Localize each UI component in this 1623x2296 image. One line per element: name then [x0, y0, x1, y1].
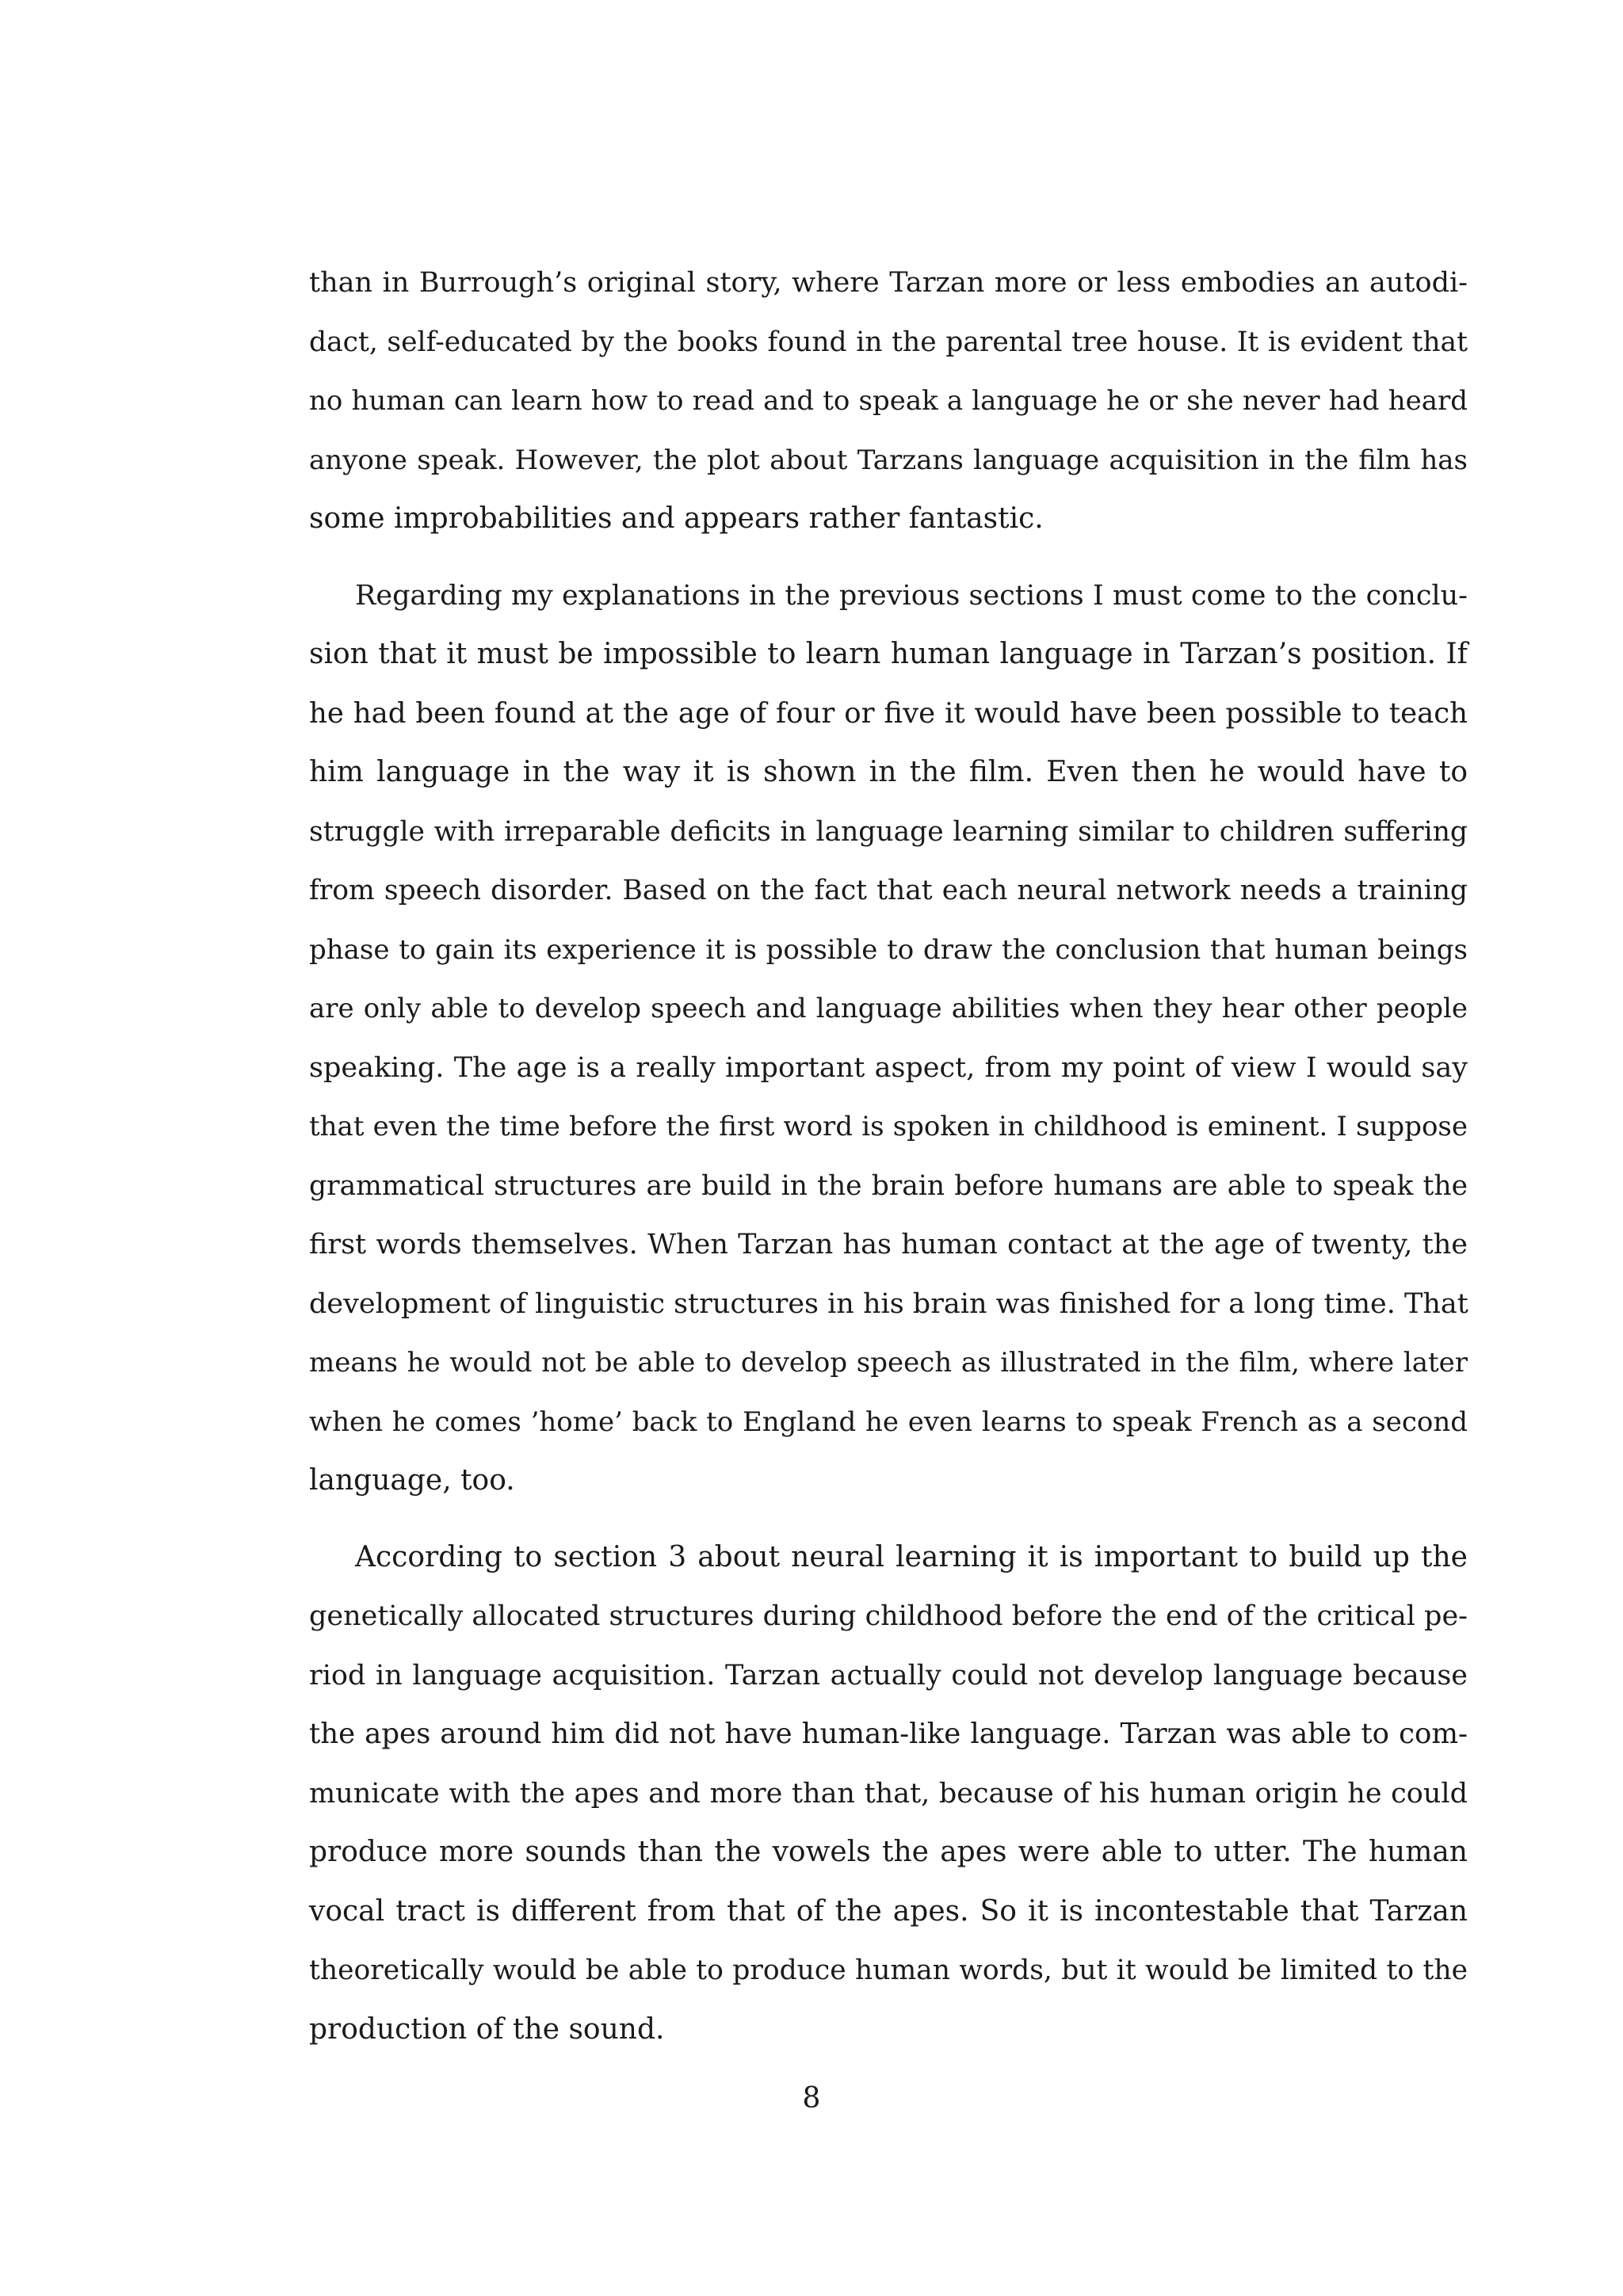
text-line: produce more sounds than the vowels the apes were able to utter. The human [309, 1836, 1468, 1868]
text-line: means he would not be able to develop speech as illustrated in the film, where later [309, 1347, 1468, 1379]
text-line: first words themselves. When Tarzan has human contact at the age of twenty, the [309, 1229, 1468, 1261]
text-line: than in Burrough’s original story, where Tarzan more or less embodies an autodi- [309, 267, 1468, 299]
paragraph-gap [309, 1511, 1468, 1528]
text-line: Regarding my explanations in the previous sections I must come to the conclu- [355, 579, 1468, 612]
text-line: the apes around him did not have human-like language. Tarzan was able to com- [309, 1718, 1468, 1750]
text-line: he had been found at the age of four or five it would have been possible to teach [309, 696, 1468, 730]
text-line: some improbabilities and appears rather fantastic. [309, 502, 1044, 535]
paragraph [309, 254, 1468, 549]
text-line: theoretically would be able to produce human words, but it would be limited to the [309, 1955, 1468, 1986]
text-line: sion that it must be impossible to learn human language in Tarzan’s position. If [309, 638, 1468, 670]
paragraph-gap [309, 549, 1468, 566]
text-line: grammatical structures are build in the brain before humans are able to speak the [309, 1169, 1468, 1202]
text-line: anyone speak. However, the plot about Tarzans language acquisition in the film has [309, 444, 1468, 476]
paragraph [309, 1528, 1468, 2060]
text-line: from speech disorder. Based on the fact that each neural network needs a training [309, 875, 1468, 906]
text-line: development of linguistic structures in his brain was finished for a long time. That [309, 1287, 1468, 1320]
text-line: According to section 3 about neural learning it is important to build up the [355, 1540, 1468, 1573]
text-line: dact, self-educated by the books found in the parental tree house. It is evident that [309, 326, 1468, 358]
text-line: genetically allocated structures during childhood before the end of the critical pe- [309, 1600, 1468, 1632]
text-line: language, too. [309, 1464, 515, 1497]
page-number: 8 [802, 2082, 821, 2115]
text-line: are only able to develop speech and language abilities when they hear other people [309, 993, 1468, 1024]
text-line: riod in language acquisition. Tarzan actually could not develop language because [309, 1659, 1468, 1691]
text-line: him language in the way it is shown in the film. Even then he would have to [309, 756, 1468, 788]
text-line: phase to gain its experience it is possible to draw the conclusion that human beings [309, 933, 1468, 966]
paragraph [309, 566, 1468, 1511]
text-line: no human can learn how to read and to speak a language he or she never had heard [309, 385, 1468, 417]
text-line: production of the sound. [309, 2012, 665, 2046]
body-text [309, 254, 1468, 2059]
text-line: speaking. The age is a really important aspect, from my point of view I would say [309, 1051, 1468, 1084]
text-line: when he comes ’home’ back to England he even learns to speak French as a second [309, 1405, 1468, 1438]
text-line: municate with the apes and more than that, because of his human origin he could [309, 1777, 1468, 1810]
text-line: struggle with irreparable deficits in language learning similar to children suffering [309, 815, 1468, 848]
text-line: vocal tract is different from that of the apes. So it is incontestable that Tarzan [309, 1894, 1468, 1928]
text-line: that even the time before the first word is spoken in childhood is eminent. I suppose [309, 1111, 1468, 1142]
